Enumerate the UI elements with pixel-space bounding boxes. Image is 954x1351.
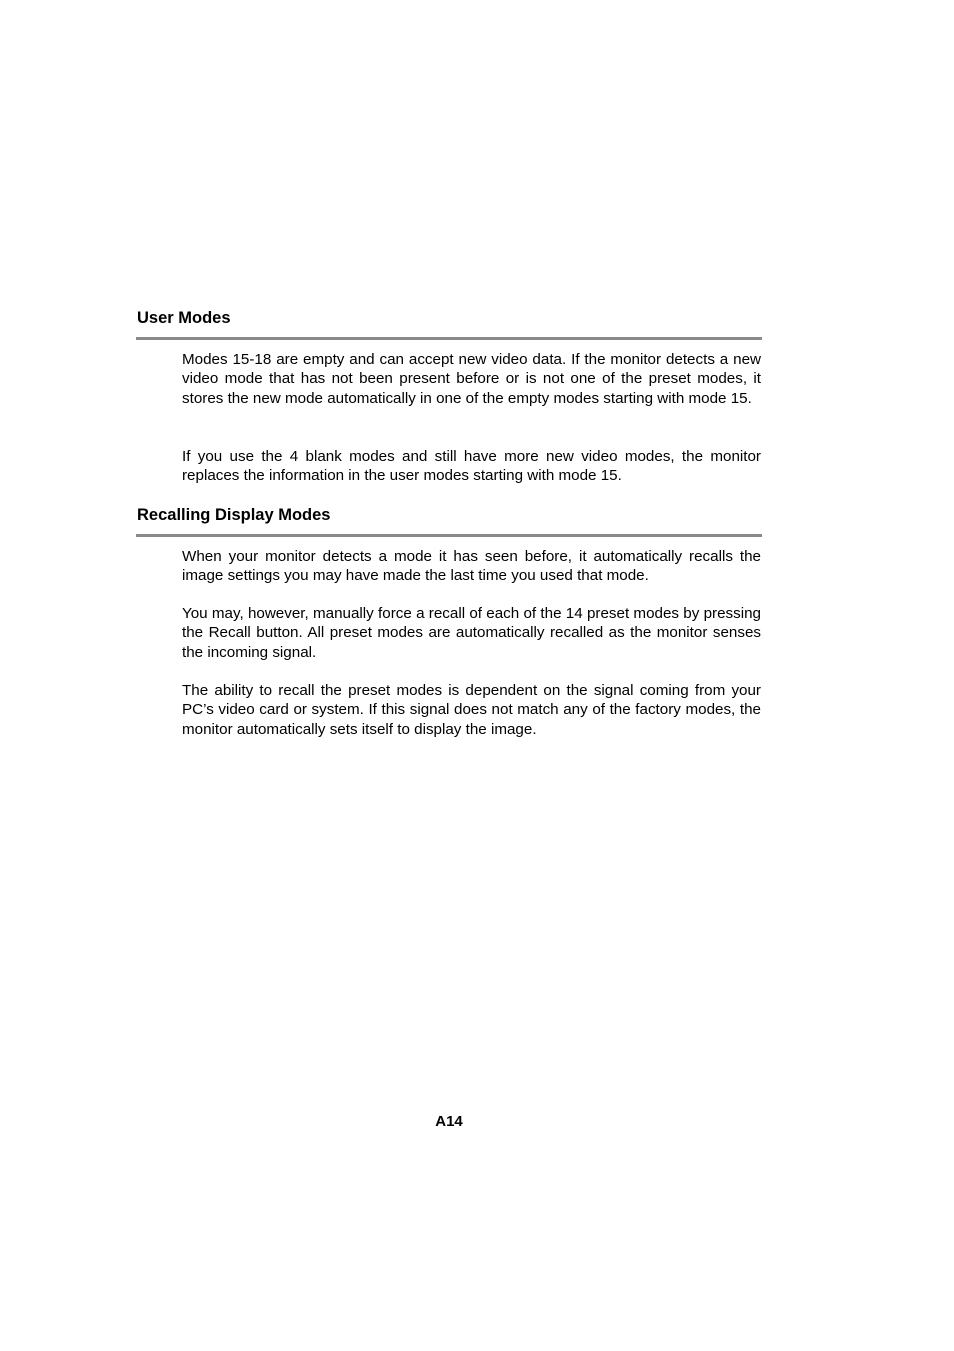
- paragraph-recalling-3: The ability to recall the preset modes is dependent on the signal coming from your PC’s video card or system. If this signal does not match any of the factory modes, the monitor automatically sets itself to display the image.: [182, 682, 761, 738]
- section-divider: [136, 534, 762, 537]
- paragraph-user-modes-1: Modes 15-18 are empty and can accept new video data. If the monitor detects a new video mode that has not been present before or is not one of the preset modes, it stores the new mode automatically in one of the empty modes starting with mode 15.: [182, 351, 761, 407]
- paragraph-recalling-1: When your monitor detects a mode it has seen before, it automatically recalls the image settings you may have made the last time you used that mode.: [182, 548, 761, 585]
- paragraph-recalling-2: You may, however, manually force a recall of each of the 14 preset modes by pressing the Recall button. All preset modes are automatically recalled as the monitor senses the incoming signal.: [182, 605, 761, 661]
- paragraph-user-modes-2: If you use the 4 blank modes and still have more new video modes, the monitor replaces the information in the user modes starting with mode 15.: [182, 448, 761, 485]
- page-number: A14: [435, 1113, 463, 1130]
- section-heading-recalling-display-modes: Recalling Display Modes: [137, 506, 331, 524]
- section-heading-user-modes: User Modes: [137, 309, 231, 327]
- section-divider: [136, 337, 762, 340]
